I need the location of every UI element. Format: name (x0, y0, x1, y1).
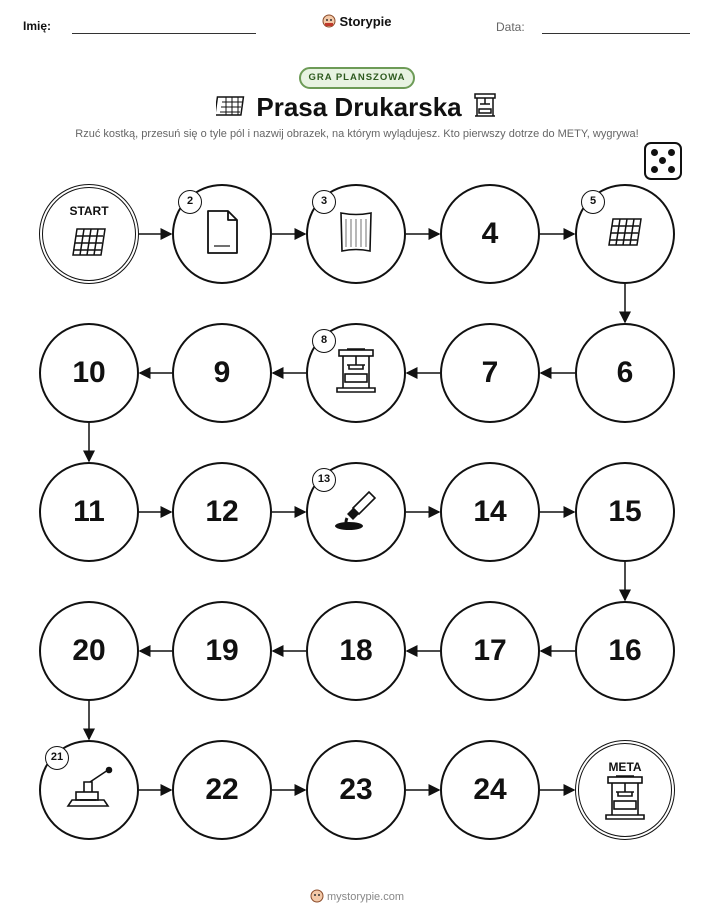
printing-press-icon (602, 773, 648, 828)
type-tray-icon (69, 224, 109, 265)
board-cell-23 (306, 740, 406, 840)
board-cell-17 (440, 601, 540, 701)
cell-number: 4 (481, 217, 499, 250)
board-cell-1 (39, 184, 139, 284)
board-cell-10 (39, 323, 139, 423)
cell-number: 18 (339, 634, 373, 667)
start-label: START (69, 204, 109, 218)
cell-number: 24 (473, 773, 507, 806)
type-tray-icon (605, 214, 645, 255)
cell-number: 14 (473, 495, 507, 528)
cell-number: 6 (616, 356, 634, 389)
board-cell-9 (172, 323, 272, 423)
board-cell-24 (440, 740, 540, 840)
printing-press-icon (333, 346, 379, 401)
board-cell-22 (172, 740, 272, 840)
category-badge: GRA PLANSZOWA (299, 67, 415, 89)
board-cell-14 (440, 462, 540, 562)
lever-press-icon (62, 766, 116, 815)
board-cell-25 (575, 740, 675, 840)
board-cell-19 (172, 601, 272, 701)
cell-number: 15 (608, 495, 642, 528)
footer: mystorypie.com (0, 889, 714, 903)
name-label: Imię: (23, 19, 52, 33)
cell-number-badge: 21 (45, 746, 69, 770)
date-label: Data: (496, 20, 525, 34)
cell-number: 9 (213, 356, 231, 389)
finish-label: META (608, 760, 642, 774)
instructions: Rzuć kostką, przesuń się o tyle pól i nazwij obrazek, na którym wylądujesz. Kto pierwszy dotrze do METY, wygrywa! (75, 128, 639, 140)
cell-number-badge: 13 (312, 468, 336, 492)
cell-number: 7 (481, 356, 499, 389)
cell-number: 19 (205, 634, 239, 667)
cell-number: 23 (339, 773, 373, 806)
ink-tube-icon (331, 488, 381, 537)
board-cell-12 (172, 462, 272, 562)
paper-sheet-icon (204, 208, 240, 261)
cell-number: 20 (72, 634, 106, 667)
cell-number-badge: 2 (178, 190, 202, 214)
board-cell-20 (39, 601, 139, 701)
page-title: Prasa Drukarska (0, 91, 714, 123)
board-cell-6 (575, 323, 675, 423)
cell-number: 10 (72, 356, 106, 389)
cell-number-badge: 5 (581, 190, 605, 214)
board-cell-7 (440, 323, 540, 423)
storypie-logo-icon (310, 889, 324, 903)
cell-number: 22 (205, 773, 239, 806)
board-cell-11 (39, 462, 139, 562)
board-cell-18 (306, 601, 406, 701)
cell-number: 11 (73, 495, 105, 528)
board-cell-15 (575, 462, 675, 562)
parchment-icon (337, 209, 375, 260)
brand-name: Storypie (339, 14, 392, 29)
board-cell-4 (440, 184, 540, 284)
cell-number: 17 (473, 634, 507, 667)
cell-number: 16 (608, 634, 642, 667)
cell-number-badge: 3 (312, 190, 336, 214)
cell-number-badge: 8 (312, 329, 336, 353)
cell-number: 12 (205, 495, 239, 528)
board-cell-16 (575, 601, 675, 701)
